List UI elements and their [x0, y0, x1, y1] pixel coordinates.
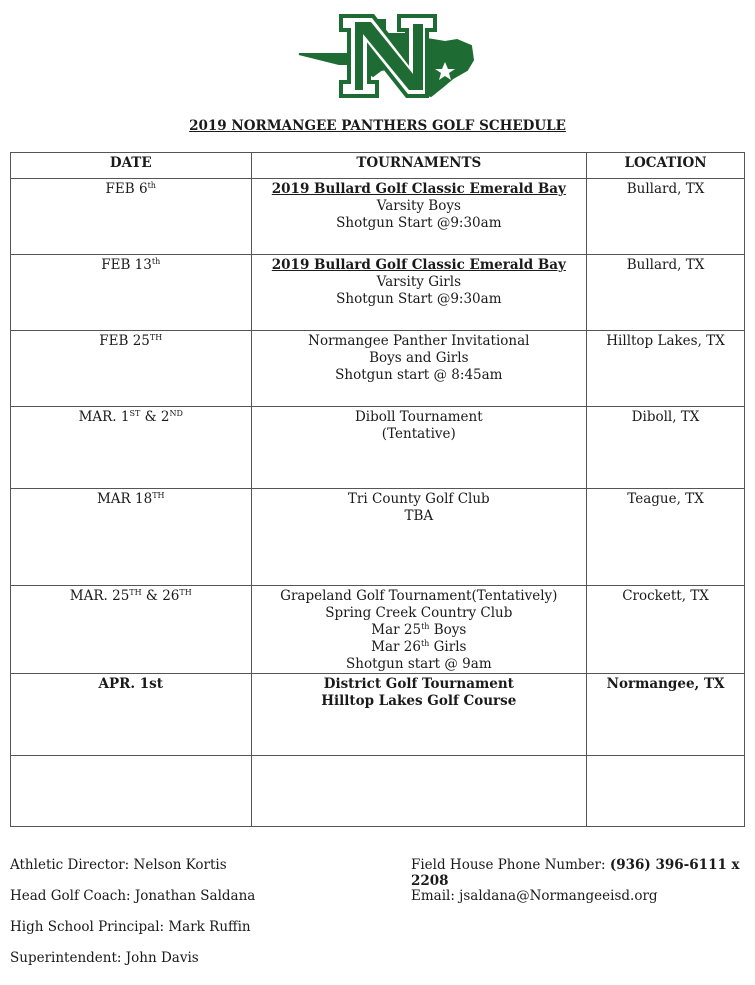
date-cell: APR. 1st	[11, 674, 252, 756]
superintendent: Superintendent: John Davis	[10, 950, 199, 966]
date-cell: MAR 18TH	[11, 489, 252, 586]
email[interactable]: Email: jsaldana@Normangeeisd.org	[411, 888, 658, 904]
tournament-name: Normangee Panther Invitational	[308, 333, 530, 349]
table-row	[11, 674, 745, 756]
tournament-detail: Shotgun start @ 9am	[346, 656, 492, 672]
location-cell: Hilltop Lakes, TX	[587, 331, 745, 407]
tournament-cell	[251, 756, 587, 827]
header-location: LOCATION	[587, 153, 745, 179]
tournament-name: Tri County Golf Club	[347, 491, 490, 507]
table-row	[11, 331, 745, 407]
tournament-cell	[251, 586, 587, 674]
location-cell: Bullard, TX	[587, 255, 745, 331]
normangee-texas-n-logo	[295, 10, 485, 100]
tournament-detail: (Tentative)	[381, 426, 456, 442]
tournament-name: 2019 Bullard Golf Classic Emerald Bay	[271, 257, 566, 273]
tournament-cell	[251, 179, 587, 255]
date-cell	[11, 756, 252, 827]
location-cell: Diboll, TX	[587, 407, 745, 489]
date-cell: MAR. 25TH & 26TH	[11, 586, 252, 674]
location-cell	[587, 756, 745, 827]
tournament-detail: Shotgun start @ 8:45am	[335, 367, 503, 383]
tournament-cell	[251, 331, 587, 407]
head-coach: Head Golf Coach: Jonathan Saldana	[10, 888, 256, 904]
phone-label: Field House Phone Number:	[411, 857, 610, 873]
empty-row	[11, 756, 745, 827]
location-cell: Bullard, TX	[587, 179, 745, 255]
tournament-detail: Shotgun Start @9:30am	[336, 215, 502, 231]
tournament-detail: Spring Creek Country Club	[325, 605, 513, 621]
table-row	[11, 179, 745, 255]
table-row	[11, 255, 745, 331]
tournament-name: Grapeland Golf Tournament(Tentatively)	[280, 588, 558, 604]
tournament-cell	[251, 255, 587, 331]
schedule-table	[10, 152, 745, 827]
phone-value: (936) 396-6111 x 2208	[411, 857, 740, 889]
tournament-detail: Mar 26th Girls	[371, 639, 467, 655]
table-row	[11, 489, 745, 586]
header-tournaments: TOURNAMENTS	[251, 153, 587, 179]
tournament-detail: Mar 25th Boys	[371, 622, 467, 638]
date-cell: FEB 25TH	[11, 331, 252, 407]
tournament-name: District Golf Tournament	[323, 676, 514, 692]
header-date: DATE	[11, 153, 252, 179]
date-cell: FEB 13th	[11, 255, 252, 331]
tournament-detail: Hilltop Lakes Golf Course	[321, 693, 517, 709]
tournament-cell	[251, 407, 587, 489]
location-cell: Teague, TX	[587, 489, 745, 586]
location-cell: Crockett, TX	[587, 586, 745, 674]
tournament-name: Diboll Tournament	[354, 409, 483, 425]
table-header-row	[11, 153, 745, 179]
tournament-detail: Varsity Boys	[376, 198, 461, 214]
tournament-detail: Shotgun Start @9:30am	[336, 291, 502, 307]
tournament-detail: Varsity Girls	[376, 274, 462, 290]
page-title: 2019 NORMANGEE PANTHERS GOLF SCHEDULE	[189, 118, 566, 134]
tournament-cell	[251, 674, 587, 756]
athletic-director: Athletic Director: Nelson Kortis	[10, 857, 227, 873]
tournament-detail: Boys and Girls	[369, 350, 469, 366]
location-cell: Normangee, TX	[587, 674, 745, 756]
tournament-name: 2019 Bullard Golf Classic Emerald Bay	[271, 181, 566, 197]
tournament-detail: TBA	[404, 508, 434, 524]
phone-number	[411, 857, 755, 889]
principal: High School Principal: Mark Ruffin	[10, 919, 251, 935]
tournament-cell	[251, 489, 587, 586]
date-cell: MAR. 1ST & 2ND	[11, 407, 252, 489]
table-row	[11, 407, 745, 489]
table-row	[11, 586, 745, 674]
date-cell: FEB 6th	[11, 179, 252, 255]
